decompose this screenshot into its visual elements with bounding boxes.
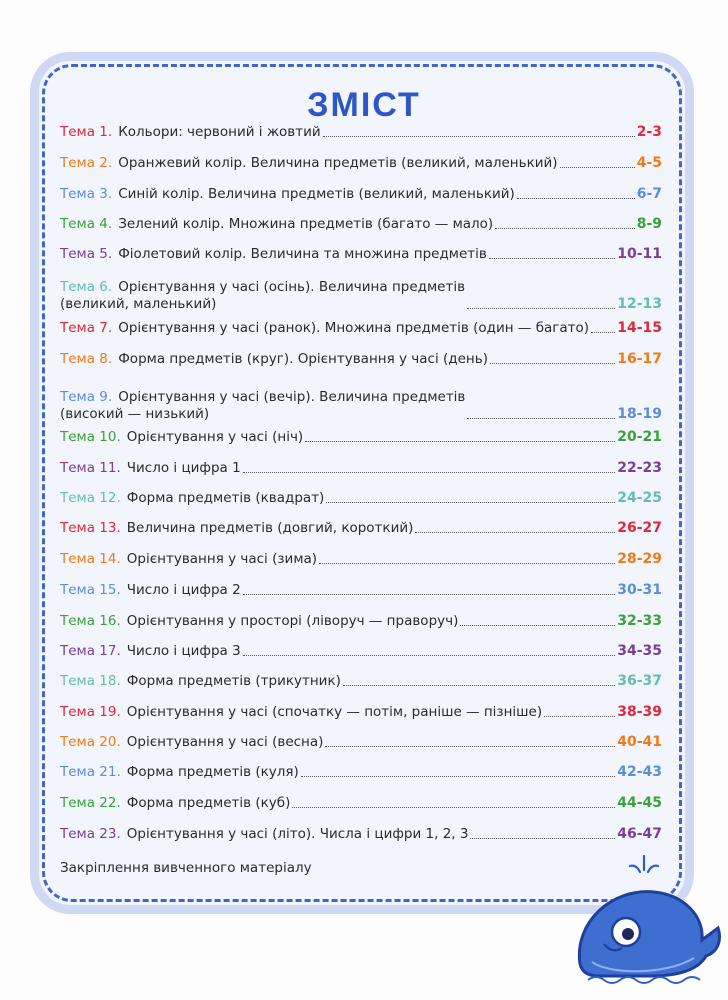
dot-leader: [467, 418, 615, 419]
toc-item: [60, 704, 662, 721]
topic-title-continued: (великий, маленький): [60, 296, 217, 312]
toc-item-label: [60, 613, 458, 630]
topic-number: Тема 5.: [60, 246, 113, 262]
toc-item-label: [60, 124, 321, 141]
dot-leader: [243, 472, 616, 473]
toc-item: [60, 320, 662, 337]
topic-number: Тема 20.: [60, 734, 121, 750]
dot-leader: [591, 332, 615, 333]
page-range: 22-23: [617, 460, 662, 476]
toc-item: [60, 764, 662, 781]
dot-leader: [323, 136, 635, 137]
whale-body: [579, 892, 719, 976]
dot-leader: [489, 258, 615, 259]
toc-item: [60, 460, 662, 477]
topic-number: Тема 12.: [60, 490, 121, 506]
dot-leader: [467, 308, 615, 309]
toc-item-label: [60, 389, 465, 423]
toc-item-label: [60, 734, 323, 751]
topic-title: Фіолетовий колір. Величина та множина предметів: [118, 246, 487, 262]
toc-item-label: [60, 673, 341, 690]
page-range: 42-43: [617, 764, 662, 780]
topic-title: Орієнтування у часі (спочатку — потім, раніше — пізніше): [126, 704, 543, 720]
toc-item: [60, 429, 662, 446]
toc-item: [60, 520, 662, 537]
page-range: 38-39: [617, 704, 662, 720]
whale-pupil: [622, 928, 634, 940]
topic-number: Тема 17.: [60, 643, 121, 659]
topic-number: Тема 16.: [60, 613, 121, 629]
topic-title: Число і цифра 1: [126, 460, 241, 476]
toc-item-label: [60, 155, 558, 172]
toc-item-label: [60, 795, 290, 812]
topic-title: Зелений колір. Множина предметів (багато — мало): [118, 216, 494, 232]
toc-item-label: [60, 460, 241, 477]
toc-item-label: [60, 764, 299, 781]
page-range: 18-19: [617, 406, 662, 422]
toc-item: [60, 216, 662, 233]
toc-item-label: [60, 520, 413, 537]
whale-illustration: [568, 852, 728, 987]
dot-leader: [517, 198, 635, 199]
topic-number: Тема 11.: [60, 460, 121, 476]
topic-title: Величина предметів (довгий, короткий): [126, 520, 414, 536]
toc-item-label: [60, 551, 317, 568]
topic-title: Орієнтування у часі (весна): [126, 734, 324, 750]
topic-title: Синій колір. Величина предметів (великий, маленький): [118, 186, 515, 202]
page-range: 36-37: [617, 673, 662, 689]
topic-number: Тема 23.: [60, 826, 121, 842]
water-spout-right: [648, 866, 658, 872]
toc-item: [60, 155, 662, 172]
topic-title: Орієнтування у часі (зима): [126, 551, 318, 567]
topic-title: Орієнтування у часі (ніч): [126, 429, 304, 445]
page-range: 12-13: [617, 296, 662, 312]
topic-title: Орієнтування у просторі (ліворуч — праворуч): [126, 613, 459, 629]
topic-title: Кольори: червоний і жовтий: [118, 124, 321, 140]
topic-title: Орієнтування у часі (осінь). Величина предметів: [118, 279, 466, 295]
dot-leader: [544, 716, 615, 717]
dot-leader: [460, 625, 615, 626]
topic-number: Тема 6.: [60, 279, 113, 295]
toc-item-label: [60, 186, 515, 203]
dot-leader: [243, 655, 616, 656]
water-spout-left: [630, 866, 640, 872]
page-range: 16-17: [617, 351, 662, 367]
toc-item: [60, 186, 662, 203]
page-range: 28-29: [617, 551, 662, 567]
toc-item: [60, 643, 662, 660]
toc-item: [60, 279, 662, 313]
dot-leader: [301, 776, 615, 777]
page-range: 20-21: [617, 429, 662, 445]
topic-title: Орієнтування у часі (вечір). Величина предметів: [118, 389, 466, 405]
page-range: 26-27: [617, 520, 662, 536]
topic-number: Тема 8.: [60, 351, 113, 367]
toc-item: [60, 826, 662, 843]
toc-item: [60, 490, 662, 507]
topic-number: Тема 1.: [60, 124, 113, 140]
waves: [588, 977, 700, 983]
page-range: 8-9: [636, 216, 662, 232]
dot-leader: [560, 167, 635, 168]
dot-leader: [490, 363, 615, 364]
page-range: 6-7: [636, 186, 662, 202]
topic-number: Тема 9.: [60, 389, 113, 405]
toc-item: [60, 582, 662, 599]
topic-title: Форма предметів (куля): [126, 764, 299, 780]
topic-title: Форма предметів (круг). Орієнтування у часі (день): [118, 351, 488, 367]
topic-number: Тема 13.: [60, 520, 121, 536]
toc-item-label: [60, 351, 488, 368]
toc-item: [60, 734, 662, 751]
toc-item: [60, 351, 662, 368]
dot-leader: [243, 594, 616, 595]
toc-item-label: [60, 320, 589, 337]
dot-leader: [325, 746, 615, 747]
topic-title: Число і цифра 2: [126, 582, 241, 598]
topic-title: Орієнтування у часі (ранок). Множина предметів (один — багато): [118, 320, 590, 336]
toc-item-label: [60, 216, 493, 233]
toc-item: [60, 613, 662, 630]
page-range: 32-33: [617, 613, 662, 629]
topic-title: Форма предметів (трикутник): [126, 673, 341, 689]
page-range: 46-47: [617, 826, 662, 842]
toc-item: [60, 124, 662, 141]
toc-item-label: [60, 643, 241, 660]
topic-number: Тема 21.: [60, 764, 121, 780]
page-range: 44-45: [617, 795, 662, 811]
page-title: ЗМІСТ: [307, 86, 421, 124]
topic-title-continued: (високий — низький): [60, 406, 210, 422]
page-range: 34-35: [617, 643, 662, 659]
topic-number: Тема 15.: [60, 582, 121, 598]
toc-item: [60, 795, 662, 812]
dot-leader: [470, 838, 615, 839]
dot-leader: [326, 502, 615, 503]
dot-leader: [292, 807, 615, 808]
dot-leader: [319, 563, 615, 564]
topic-number: Тема 18.: [60, 673, 121, 689]
page-range: 2-3: [636, 124, 662, 140]
toc-item-label: [60, 582, 241, 599]
topic-title: Оранжевий колір. Величина предметів (великий, маленький): [118, 155, 558, 171]
dot-leader: [495, 228, 635, 229]
toc-item-label: [60, 429, 303, 446]
topic-number: Тема 2.: [60, 155, 113, 171]
page-range: 40-41: [617, 734, 662, 750]
dot-leader: [415, 532, 615, 533]
topic-title: Форма предметів (квадрат): [126, 490, 325, 506]
topic-number: Тема 10.: [60, 429, 121, 445]
topic-number: Тема 19.: [60, 704, 121, 720]
toc-item: [60, 673, 662, 690]
topic-title: Число і цифра 3: [126, 643, 241, 659]
topic-number: Тема 14.: [60, 551, 121, 567]
topic-number: Тема 4.: [60, 216, 113, 232]
toc-item-label: [60, 704, 542, 721]
dot-leader: [343, 685, 615, 686]
topic-title: Орієнтування у часі (літо). Числа і цифри 1, 2, 3: [126, 826, 469, 842]
toc-item-label: [60, 826, 468, 843]
toc-item-label: [60, 490, 324, 507]
topic-number: Тема 3.: [60, 186, 113, 202]
toc-item: [60, 551, 662, 568]
toc-item-label: [60, 246, 487, 263]
page-range: 30-31: [617, 582, 662, 598]
toc-item-label: [60, 279, 465, 313]
closing-line: Закріплення вивченного матеріалу: [60, 860, 312, 876]
page-range: 24-25: [617, 490, 662, 506]
page-range: 10-11: [617, 246, 662, 262]
dot-leader: [305, 441, 615, 442]
toc-item: [60, 389, 662, 423]
topic-number: Тема 7.: [60, 320, 113, 336]
topic-title: Форма предметів (куб): [126, 795, 291, 811]
page-range: 4-5: [636, 155, 662, 171]
page-range: 14-15: [617, 320, 662, 336]
toc-item: [60, 246, 662, 263]
topic-number: Тема 22.: [60, 795, 121, 811]
